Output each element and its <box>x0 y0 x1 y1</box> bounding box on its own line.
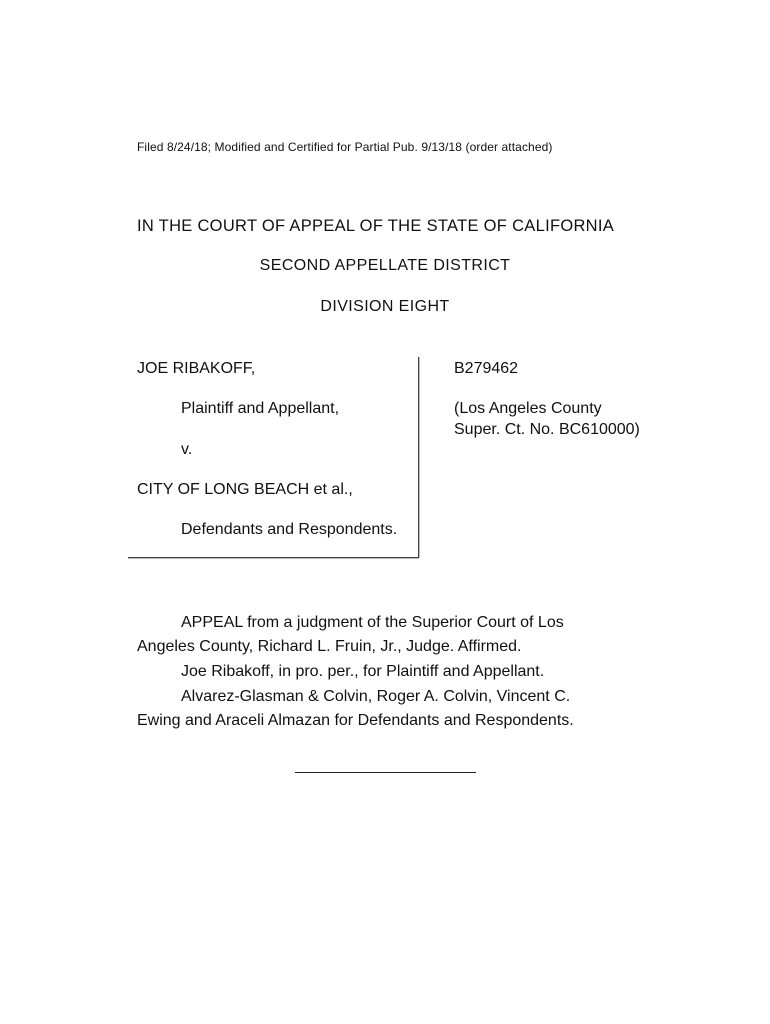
division-name: DIVISION EIGHT <box>320 298 450 315</box>
trial-court-line-2: Super. Ct. No. BC610000) <box>454 421 640 438</box>
appeal-line-2: Angeles County, Richard L. Fruin, Jr., Judge. Affirmed. <box>137 638 522 655</box>
caption-vertical-divider <box>418 357 419 558</box>
respondent-counsel-line-2: Ewing and Araceli Almazan for Defendants and Respondents. <box>137 712 574 729</box>
appellant-counsel: Joe Ribakoff, in pro. per., for Plaintiff and Appellant. <box>181 663 545 680</box>
court-title: IN THE COURT OF APPEAL OF THE STATE OF CALIFORNIA <box>137 217 615 235</box>
defendant-name: CITY OF LONG BEACH et al., <box>137 481 353 498</box>
appeal-line-1: APPEAL from a judgment of the Superior Court of Los <box>181 614 564 631</box>
filing-note: Filed 8/24/18; Modified and Certified for Partial Pub. 9/13/18 (order attached) <box>137 140 553 154</box>
defendant-role: Defendants and Respondents. <box>181 521 398 538</box>
versus: v. <box>181 441 193 458</box>
case-number: B279462 <box>454 360 519 377</box>
caption-horizontal-divider <box>128 557 419 558</box>
appellate-district: SECOND APPELLATE DISTRICT <box>259 257 511 274</box>
section-rule <box>295 772 476 773</box>
plaintiff-name: JOE RIBAKOFF, <box>137 360 256 377</box>
respondent-counsel-line-1: Alvarez-Glasman & Colvin, Roger A. Colvin, Vincent C. <box>181 688 571 705</box>
trial-court-line-1: (Los Angeles County <box>454 400 602 417</box>
plaintiff-role: Plaintiff and Appellant, <box>181 400 340 417</box>
